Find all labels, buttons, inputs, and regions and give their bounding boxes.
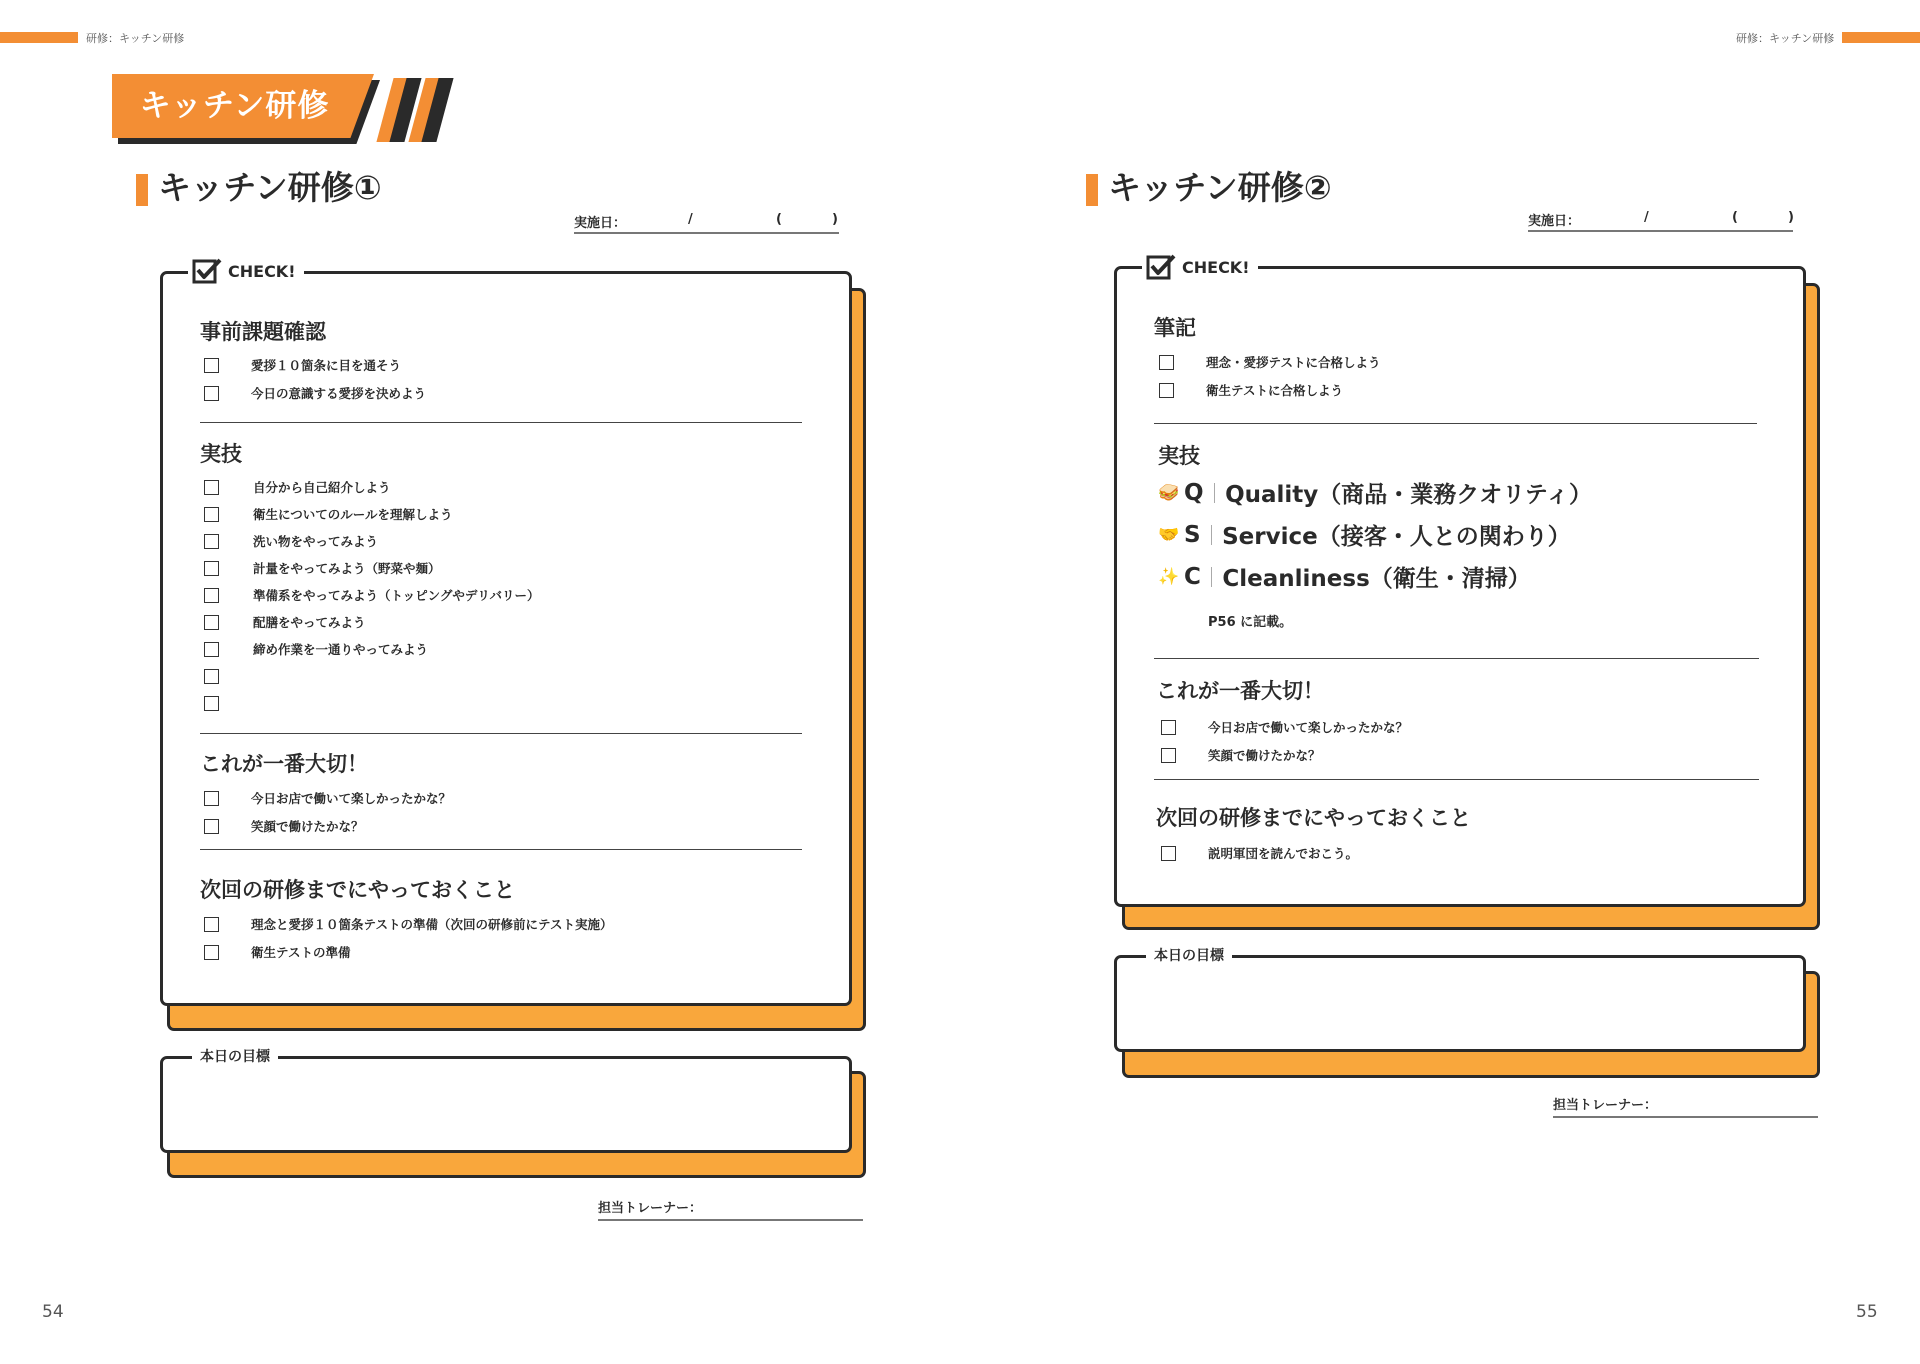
header-bar-right	[1842, 32, 1920, 43]
checklist-item[interactable]: 笑顔で働けたかな？	[1161, 745, 1321, 765]
checkbox[interactable]	[204, 669, 219, 684]
check-badge-right: CHECK!	[1142, 254, 1258, 280]
group-heading: 次回の研修までにやっておくこと	[200, 878, 515, 902]
group-heading: 実技	[1158, 444, 1200, 468]
sparkle-icon: ✨	[1158, 566, 1180, 587]
checkbox[interactable]	[204, 917, 219, 932]
reference-note: P56 に記載。	[1208, 615, 1293, 630]
checklist-item[interactable]: 衛生についてのルールを理解しよう	[204, 504, 453, 524]
checkbox[interactable]	[204, 696, 219, 711]
checklist-item[interactable]: 説明軍団を読んでおこう。	[1161, 843, 1358, 863]
bread-icon: 🥪	[1158, 482, 1180, 503]
group-heading: これが一番大切！	[1156, 679, 1324, 703]
qsc-item-service: 🤝 S Service（接客・人との関わり）	[1158, 521, 1571, 550]
checkbox[interactable]	[1159, 355, 1174, 370]
checkbox[interactable]	[204, 507, 219, 522]
checkbox[interactable]	[1161, 846, 1176, 861]
date-label: 実施日：	[574, 216, 627, 231]
checklist-item[interactable]: 自分から自己紹介しよう	[204, 477, 391, 497]
qsc-item-cleanliness: ✨ C Cleanliness（衛生・清掃）	[1158, 563, 1531, 592]
checkbox[interactable]	[1161, 748, 1176, 763]
goal-label: 本日の目標	[1146, 945, 1232, 965]
checklist-item[interactable]: 理念と愛拶１０箇条テストの準備（次回の研修前にテスト実施）	[204, 914, 613, 934]
date-label: 実施日：	[1528, 214, 1581, 229]
divider	[1154, 658, 1759, 659]
checkbox-check-icon	[1146, 254, 1176, 280]
checkbox[interactable]	[204, 588, 219, 603]
qsc-item-quality: 🥪 Q Quality（商品・業務クオリティ）	[1158, 479, 1592, 508]
checklist-item[interactable]: 衛生テストに合格しよう	[1159, 380, 1343, 400]
checklist-item[interactable]: 衛生テストの準備	[204, 942, 351, 962]
checkbox[interactable]	[1159, 383, 1174, 398]
divider	[1154, 779, 1759, 780]
goal-card-right[interactable]	[1114, 955, 1806, 1052]
checkbox[interactable]	[204, 615, 219, 630]
checkbox[interactable]	[204, 534, 219, 549]
page-number-left: 54	[42, 1302, 64, 1322]
checklist-item[interactable]: 今日お店で働いて楽しかったかな？	[1161, 717, 1408, 737]
header-text-left: 研修：キッチン研修	[86, 32, 185, 45]
checkbox[interactable]	[204, 819, 219, 834]
checkbox[interactable]	[204, 358, 219, 373]
checklist-item[interactable]: 配膳をやってみよう	[204, 612, 366, 632]
trainer-field-left[interactable]	[598, 1191, 863, 1221]
date-field-right[interactable]: 実施日： / ( )	[1528, 204, 1793, 232]
trainer-label: 担当トレーナー：	[1553, 1098, 1658, 1113]
section-title-right: キッチン研修②	[1086, 162, 1332, 209]
checkbox[interactable]	[204, 791, 219, 806]
checklist-item[interactable]: 理念・愛拶テストに合格しよう	[1159, 352, 1381, 372]
header-bar-left	[0, 32, 78, 43]
checkbox-check-icon	[192, 258, 222, 284]
divider	[1154, 423, 1757, 424]
checklist-item[interactable]: 今日の意識する愛拶を決めよう	[204, 383, 426, 403]
checkbox[interactable]	[204, 480, 219, 495]
divider	[200, 849, 802, 850]
trainer-field-right[interactable]	[1553, 1088, 1818, 1118]
checklist-item[interactable]: 笑顔で働けたかな？	[204, 816, 364, 836]
trainer-label: 担当トレーナー：	[598, 1201, 703, 1216]
checkbox[interactable]	[204, 945, 219, 960]
divider	[200, 733, 802, 734]
divider	[200, 422, 802, 423]
group-heading: これが一番大切！	[200, 752, 368, 776]
group-heading: 次回の研修までにやっておくこと	[1156, 806, 1471, 830]
goal-card-left[interactable]	[160, 1056, 852, 1153]
group-heading: 筆記	[1154, 316, 1196, 340]
checklist-item[interactable]: 締め作業を一通りやってみよう	[204, 639, 428, 659]
checklist-item[interactable]: 計量をやってみよう（野菜や麺）	[204, 558, 441, 578]
date-field-left[interactable]: 実施日： / ( )	[574, 206, 839, 234]
banner-title: キッチン研修	[139, 88, 330, 124]
checkbox[interactable]	[1161, 720, 1176, 735]
check-badge-left: CHECK!	[188, 258, 304, 284]
title-banner	[112, 74, 382, 142]
checklist-item[interactable]: 愛拶１０箇条に目を通そう	[204, 355, 401, 375]
checkbox[interactable]	[204, 642, 219, 657]
checklist-item[interactable]: 準備系をやってみよう（トッピングやデリバリー）	[204, 585, 540, 605]
checklist-item[interactable]	[204, 666, 251, 686]
checklist-item[interactable]: 今日お店で働いて楽しかったかな？	[204, 788, 451, 808]
checkbox[interactable]	[204, 561, 219, 576]
header-text-right: 研修：キッチン研修	[1736, 32, 1835, 45]
checkbox[interactable]	[204, 386, 219, 401]
checklist-item[interactable]	[204, 693, 251, 713]
group-heading: 実技	[200, 442, 242, 466]
section-title-left: キッチン研修①	[136, 162, 382, 209]
handshake-icon: 🤝	[1158, 524, 1180, 545]
checklist-item[interactable]: 洗い物をやってみよう	[204, 531, 378, 551]
goal-label: 本日の目標	[192, 1046, 278, 1066]
group-heading: 事前課題確認	[200, 320, 326, 344]
page-number-right: 55	[1856, 1302, 1878, 1322]
